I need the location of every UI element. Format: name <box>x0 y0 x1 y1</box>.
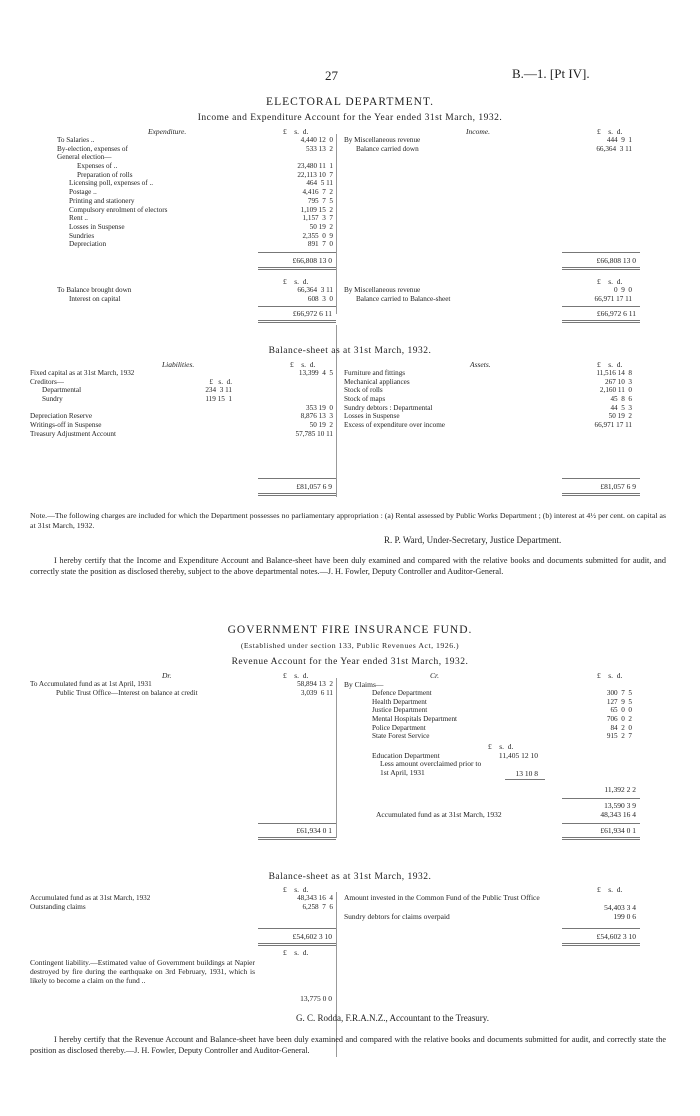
row-amount: 1,109 15 2 <box>300 205 333 214</box>
row-label: Losses in Suspense <box>344 412 400 421</box>
table-row <box>57 223 337 232</box>
row-label: Mental Hospitals Department <box>372 715 458 724</box>
rule <box>258 837 336 840</box>
table-row <box>372 724 636 733</box>
table-row <box>57 286 337 295</box>
table-row <box>344 145 636 154</box>
table-row <box>57 232 337 241</box>
table-row <box>30 412 337 421</box>
row-amount: 3,039 6 11 <box>300 688 333 697</box>
lsd-left: £ s. d. <box>283 885 309 894</box>
row-amount: 84 2 0 <box>610 723 632 732</box>
row-label: Depreciation Reserve <box>30 412 93 421</box>
row-label: Health Department <box>372 697 427 706</box>
assets-list <box>344 369 636 430</box>
less-amt: 13 10 8 <box>515 769 538 778</box>
row-label: General election— <box>57 153 112 162</box>
table-row <box>57 295 337 304</box>
claims-list <box>372 689 636 741</box>
row-amount: 44 5 3 <box>610 403 632 412</box>
income-list <box>344 136 636 153</box>
table-row <box>57 197 337 206</box>
rule <box>258 320 336 323</box>
row-label: By Miscellaneous revenue <box>344 286 421 294</box>
table-row <box>57 179 337 188</box>
row-amount: 45 8 6 <box>610 395 632 404</box>
sub-amount: £ s. d. <box>209 377 232 386</box>
row-amount: 464 5 11 <box>306 179 333 188</box>
rule <box>258 823 336 824</box>
row-label: Sundry debtors : Departmental <box>344 403 433 412</box>
rule <box>562 320 640 323</box>
row-amount: 608 3 0 <box>307 294 333 303</box>
table-row <box>57 240 337 249</box>
lower-right-total: £66,972 6 11 <box>596 309 636 318</box>
table-row <box>30 404 337 413</box>
liabilities-list <box>30 369 337 439</box>
rule <box>562 798 640 799</box>
fire-bs-left-list <box>30 894 337 911</box>
contingent-note: Contingent liability.—Estimated value of Government buildings at Napier destroyed by fire during the earthquake on 3rd February, 1931, which is likely to become a claim on the fund .. <box>30 958 255 985</box>
edu-amt: 11,405 12 10 <box>498 751 538 760</box>
table-row <box>372 732 636 741</box>
column-divider <box>336 892 337 1057</box>
row-amount: 22,113 10 7 <box>297 170 333 179</box>
lsd-left: £ s. d. <box>290 360 316 369</box>
rule <box>562 928 640 929</box>
row-amount: 6,258 7 6 <box>302 902 333 911</box>
table-row <box>30 378 337 387</box>
rule <box>562 837 640 840</box>
row-label: Printing and stationery <box>69 196 135 205</box>
fire-bs-title: Balance-sheet as at 31st March, 1932. <box>268 872 432 882</box>
row-amount: 4,440 12 0 <box>300 136 333 144</box>
row-amount: 50 19 2 <box>309 421 333 430</box>
electoral-certificate: I hereby certify that the Income and Expenditure Account and Balance-sheet have been duly examined and compared with the relative books and documents submitted for audit, and correctly state the position as disclosed thereby, subject to the above departmental notes.—J. H. Fowler, Deputy Controller and Auditor-General. <box>30 556 666 576</box>
row-label: Treasury Adjustment Account <box>30 429 116 438</box>
fire-left-total: £61,934 0 1 <box>296 826 332 835</box>
table-row <box>57 145 337 154</box>
row-amount: 0 9 0 <box>614 286 632 294</box>
table-row <box>30 369 337 378</box>
rule <box>505 779 545 780</box>
row-amount: 444 9 1 <box>606 136 632 144</box>
row-label: Justice Department <box>372 706 428 715</box>
lsd-sub: £ s. d. <box>488 742 514 751</box>
fire-subtitle: (Established under section 133, Public Revenues Act, 1926.) <box>240 641 460 650</box>
table-row <box>344 404 636 413</box>
row-amount: 533 13 2 <box>306 144 333 153</box>
row-amount: 1,157 3 7 <box>302 214 333 223</box>
row-label: Public Trust Office—Interest on balance at credit <box>56 688 198 697</box>
table-row <box>57 206 337 215</box>
row-amount: 795 7 5 <box>307 196 333 205</box>
table-row <box>30 395 337 404</box>
row-label: Defence Department <box>372 689 432 697</box>
table-row <box>57 171 337 180</box>
claims-total: 13,590 3 9 <box>604 801 636 810</box>
row-label: Compulsory enrolment of electors <box>69 205 168 214</box>
row-label: Mechanical appliances <box>344 377 410 386</box>
rule <box>258 252 336 253</box>
row-label: To Balance brought down <box>57 286 132 294</box>
row-amount: 65 0 0 <box>610 706 632 715</box>
row-label: Creditors— <box>30 377 64 386</box>
claims-sub: 11,392 2 2 <box>604 785 636 794</box>
rule <box>258 306 336 307</box>
rule <box>562 943 640 946</box>
expenditure-list <box>57 136 337 249</box>
row-amount: 300 7 5 <box>606 689 632 697</box>
table-row <box>344 412 636 421</box>
table-row <box>344 369 636 378</box>
row-amount: 66,364 3 11 <box>297 286 333 294</box>
fire-left-list <box>30 680 337 697</box>
table-row <box>344 395 636 404</box>
row-label: To Salaries .. <box>57 136 95 144</box>
electoral-note: Note.—The following charges are included for which the Department possesses no parliamentary appropriation : (a) Rental assessed by Public Works Department ; (b) interest at 4½ per cent. on capital as at 31st March, 1932. <box>30 511 666 530</box>
row-label: Fixed capital as at 31st March, 1932 <box>30 369 135 377</box>
row-label: Losses in Suspense <box>69 222 125 231</box>
rule <box>562 267 640 270</box>
table-row <box>372 698 636 707</box>
row-label: Preparation of rolls <box>77 170 133 179</box>
row-label: Rent .. <box>69 214 88 223</box>
row-amount: 4,416 7 2 <box>302 188 333 197</box>
row-label: Balance carried down <box>356 144 419 153</box>
row-amount: 57,785 10 11 <box>295 429 333 438</box>
row-label: To Accumulated fund as at 1st April, 1931 <box>30 680 152 688</box>
row-amount: 11,516 14 8 <box>596 369 632 377</box>
row-amount: 58,894 13 2 <box>297 680 333 688</box>
table-row <box>372 706 636 715</box>
lsd-left: £ s. d. <box>283 277 309 286</box>
cr-label: Cr. <box>430 671 439 680</box>
fire-title: GOVERNMENT FIRE INSURANCE FUND. <box>227 624 473 636</box>
row-amount: 48,343 16 4 <box>297 894 333 902</box>
liab-total: £81,057 6 9 <box>296 482 332 491</box>
electoral-title: ELECTORAL DEPARTMENT. <box>266 96 434 108</box>
row-amount: 50 19 2 <box>309 222 333 231</box>
bs-right-0-amt: 54,403 3 4 <box>604 903 636 912</box>
row-label: Outstanding claims <box>30 902 86 911</box>
rule <box>258 928 336 929</box>
row-label: Departmental <box>42 386 82 395</box>
row-label: Postage .. <box>69 188 97 197</box>
rule <box>258 267 336 270</box>
table-row <box>344 136 636 145</box>
fire-right-total: £61,934 0 1 <box>600 826 636 835</box>
row-amount: 23,480 11 1 <box>297 162 333 171</box>
row-label: By Miscellaneous revenue <box>344 136 421 144</box>
row-amount: 13,399 4 5 <box>298 369 333 377</box>
page-number: 27 <box>325 68 338 83</box>
contingent-amt: 13,775 0 0 <box>300 994 332 1003</box>
table-row <box>344 421 636 430</box>
row-amount: 267 10 3 <box>605 377 632 386</box>
lsd-left: £ s. d. <box>283 948 309 957</box>
rule <box>562 493 640 496</box>
row-amount: 50 19 2 <box>608 412 632 421</box>
lower-right-list <box>344 286 636 303</box>
row-label: Accumulated fund as at 31st March, 1932 <box>30 894 151 902</box>
row-label: Furniture and fittings <box>344 369 406 377</box>
table-row <box>30 894 337 903</box>
report-reference: B.—1. [Pt IV]. <box>512 66 590 81</box>
electoral-bs-title: Balance-sheet as at 31st March, 1932. <box>268 346 432 356</box>
inc-total: £66,808 13 0 <box>596 256 636 265</box>
lsd-right: £ s. d. <box>597 277 623 286</box>
row-amount: 66,971 17 11 <box>594 294 632 303</box>
table-row <box>30 903 337 912</box>
row-label: By-election, expenses of <box>57 144 128 153</box>
exp-total: £66,808 13 0 <box>292 256 332 265</box>
row-label: Expenses of .. <box>77 162 118 171</box>
row-label: Depreciation <box>69 240 107 249</box>
fire-certificate: I hereby certify that the Revenue Account and Balance-sheet have been duly examined and compared with the relative books and documents submitted for audit, and correctly state the position as disclosed thereby.—J. H. Fowler, Deputy Controller and Auditor-General. <box>30 1035 666 1055</box>
table-row <box>57 188 337 197</box>
table-row <box>30 430 337 439</box>
rule <box>562 823 640 824</box>
table-row <box>57 136 337 145</box>
lsd-left: £ s. d. <box>283 127 309 136</box>
row-amount: 66,971 17 11 <box>594 421 632 430</box>
table-row <box>30 680 337 689</box>
row-amount: 127 9 5 <box>606 697 632 706</box>
row-label: Sundry <box>42 395 63 404</box>
bs-right-0-label: Amount invested in the Common Fund of the Public Trust Office <box>344 893 540 902</box>
assets-header: Assets. <box>470 360 491 369</box>
row-label: Balance carried to Balance-sheet <box>356 294 451 303</box>
row-label: Police Department <box>372 723 426 732</box>
accum-amt: 48,343 16 4 <box>600 810 636 819</box>
row-amount: 915 2 7 <box>606 732 632 741</box>
claims-header: By Claims— <box>344 680 384 689</box>
row-label: Interest on capital <box>69 294 121 303</box>
table-row <box>372 689 636 698</box>
lower-left-list <box>57 286 337 303</box>
lsd-left: £ s. d. <box>283 671 309 680</box>
row-label: Stock of rolls <box>344 386 383 395</box>
lsd-right: £ s. d. <box>597 671 623 680</box>
row-amount: 706 0 2 <box>606 715 632 724</box>
lsd-right: £ s. d. <box>597 127 623 136</box>
liab-header: Liabilities. <box>162 360 195 369</box>
table-row <box>30 421 337 430</box>
edu-label: Education Department <box>372 751 440 760</box>
inc-header: Income. <box>466 127 490 136</box>
bs-right-1-label: Sundry debtors for claims overpaid <box>344 912 450 921</box>
row-label: Excess of expenditure over income <box>344 421 445 430</box>
fire-signatory: G. C. Rodda, F.R.A.N.Z., Accountant to the Treasury. <box>296 1013 489 1023</box>
lower-left-total: £66,972 6 11 <box>292 309 332 318</box>
table-row <box>57 153 337 162</box>
table-row <box>30 689 337 698</box>
rule <box>562 478 640 479</box>
lsd-right: £ s. d. <box>597 885 623 894</box>
fire-bs-right-total: £54,602 3 10 <box>596 932 636 941</box>
electoral-signatory: R. P. Ward, Under-Secretary, Justice Department. <box>384 535 562 545</box>
accum-label: Accumulated fund as at 31st March, 1932 <box>376 810 502 819</box>
row-amount: 353 19 0 <box>306 403 333 412</box>
rule <box>258 478 336 479</box>
electoral-account-title: Income and Expenditure Account for the Year ended 31st March, 1932. <box>197 113 503 123</box>
less-label: Less amount overclaimed prior to 1st April, 1931 <box>380 759 482 777</box>
table-row <box>57 214 337 223</box>
dr-label: Dr. <box>162 671 172 680</box>
rule <box>562 306 640 307</box>
rule <box>258 493 336 496</box>
assets-total: £81,057 6 9 <box>600 482 636 491</box>
table-row <box>57 162 337 171</box>
sub-amount: 119 15 1 <box>205 395 232 404</box>
exp-header: Expenditure. <box>148 127 187 136</box>
table-row <box>344 295 636 304</box>
table-row <box>372 715 636 724</box>
row-label: State Forest Service <box>372 732 430 741</box>
row-label: Stock of maps <box>344 395 386 404</box>
row-amount: 891 7 0 <box>307 240 333 249</box>
row-label: Licensing poll, expenses of .. <box>69 179 154 188</box>
rule <box>258 943 336 946</box>
table-row <box>344 378 636 387</box>
table-row <box>344 386 636 395</box>
table-row <box>30 386 337 395</box>
sub-amount: 234 3 11 <box>205 386 232 395</box>
row-amount: 8,876 13 3 <box>300 412 333 421</box>
column-divider <box>336 678 337 838</box>
row-label: Writings-off in Suspense <box>30 421 102 430</box>
rule <box>562 252 640 253</box>
row-amount: 2,160 11 0 <box>599 386 632 395</box>
row-label: Sundries <box>69 231 95 240</box>
fire-bs-left-total: £54,602 3 10 <box>292 932 332 941</box>
row-amount: 2,355 0 9 <box>302 231 333 240</box>
table-row <box>344 286 636 295</box>
bs-right-1-amt: 199 0 6 <box>613 912 636 921</box>
lsd-right: £ s. d. <box>597 360 623 369</box>
row-amount: 66,364 3 11 <box>596 144 632 153</box>
fire-account-title: Revenue Account for the Year ended 31st March, 1932. <box>231 657 469 667</box>
